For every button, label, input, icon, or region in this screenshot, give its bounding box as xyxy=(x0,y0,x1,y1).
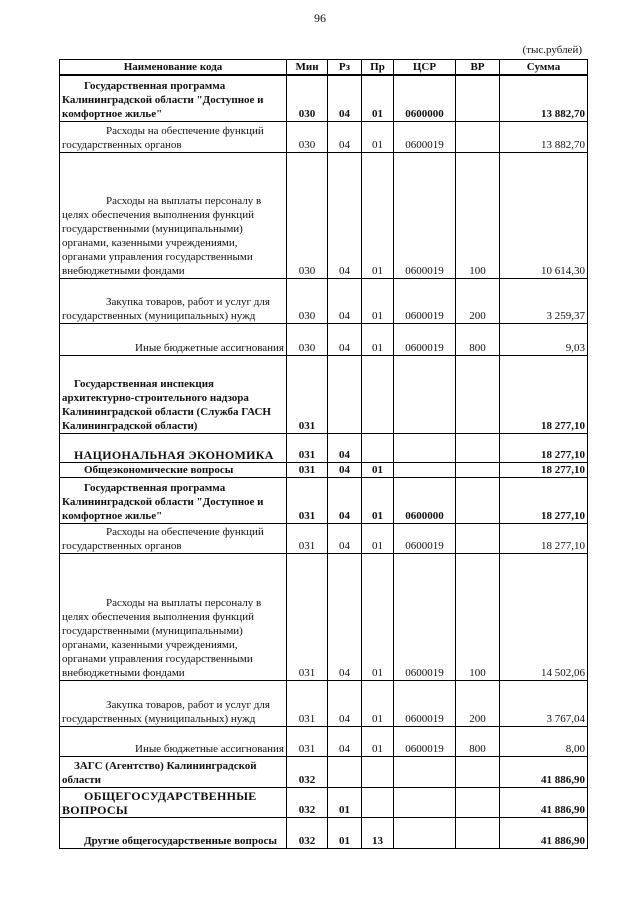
table-row xyxy=(60,462,588,477)
header-min: Мин xyxy=(287,60,328,76)
table-row xyxy=(60,787,588,817)
table-row xyxy=(60,121,588,152)
row-sum: 18 277,10 xyxy=(500,477,588,523)
row-min: 031 xyxy=(287,433,328,462)
header-vr: ВР xyxy=(456,60,500,76)
table-header-row xyxy=(60,60,588,76)
row-name: Расходы на выплаты персоналу в целях обеспечения выполнения функций государственными (муниципальными) органами, казенными учреждениями, органами управления государственными внебюджетными фондами xyxy=(60,553,287,680)
row-pr: 01 xyxy=(362,152,394,278)
row-csr xyxy=(394,756,456,787)
row-sum: 10 614,30 xyxy=(500,152,588,278)
row-pr: 01 xyxy=(362,680,394,726)
table-row xyxy=(60,323,588,355)
row-rz xyxy=(328,756,362,787)
row-rz: 04 xyxy=(328,726,362,756)
row-name: Расходы на обеспечение функций государственных органов xyxy=(60,523,287,553)
row-vr xyxy=(456,75,500,121)
row-sum: 3 767,04 xyxy=(500,680,588,726)
row-pr xyxy=(362,756,394,787)
table-row xyxy=(60,75,588,121)
row-name: Расходы на обеспечение функций государственных органов xyxy=(60,121,287,152)
row-rz: 04 xyxy=(328,278,362,323)
row-sum: 3 259,37 xyxy=(500,278,588,323)
row-min: 031 xyxy=(287,680,328,726)
row-rz: 04 xyxy=(328,75,362,121)
table-row xyxy=(60,433,588,462)
row-vr xyxy=(456,433,500,462)
row-vr: 100 xyxy=(456,152,500,278)
table-row xyxy=(60,523,588,553)
table-row xyxy=(60,152,588,278)
row-sum: 18 277,10 xyxy=(500,433,588,462)
row-name: Иные бюджетные ассигнования xyxy=(60,726,287,756)
row-name: Закупка товаров, работ и услуг для государственных (муниципальных) нужд xyxy=(60,278,287,323)
row-rz: 04 xyxy=(328,433,362,462)
row-pr xyxy=(362,355,394,433)
row-rz: 04 xyxy=(328,477,362,523)
row-name: Расходы на выплаты персоналу в целях обеспечения выполнения функций государственными (муниципальными) органами, казенными учреждениями, органами управления государственными внебюджетными фондами xyxy=(60,152,287,278)
row-name: Государственная программа Калининградской области "Доступное и комфортное жилье" xyxy=(60,75,287,121)
units-label: (тыс.рублей) xyxy=(522,44,582,56)
row-pr xyxy=(362,433,394,462)
table-row xyxy=(60,477,588,523)
row-vr: 800 xyxy=(456,323,500,355)
row-pr: 01 xyxy=(362,477,394,523)
row-vr: 200 xyxy=(456,680,500,726)
row-pr: 13 xyxy=(362,817,394,848)
row-sum: 13 882,70 xyxy=(500,75,588,121)
row-min: 031 xyxy=(287,355,328,433)
row-name: Государственная программа Калининградской области "Доступное и комфортное жилье" xyxy=(60,477,287,523)
row-sum: 41 886,90 xyxy=(500,787,588,817)
row-sum: 8,00 xyxy=(500,726,588,756)
row-pr: 01 xyxy=(362,523,394,553)
row-vr xyxy=(456,462,500,477)
row-min: 030 xyxy=(287,278,328,323)
row-min: 031 xyxy=(287,553,328,680)
row-pr: 01 xyxy=(362,75,394,121)
row-min: 031 xyxy=(287,462,328,477)
row-vr xyxy=(456,523,500,553)
row-name: ОБЩЕГОСУДАРСТВЕННЫЕ ВОПРОСЫ xyxy=(60,787,287,817)
row-pr: 01 xyxy=(362,323,394,355)
row-min: 031 xyxy=(287,477,328,523)
row-rz: 01 xyxy=(328,817,362,848)
row-csr: 0600000 xyxy=(394,75,456,121)
row-csr: 0600000 xyxy=(394,477,456,523)
row-name: ЗАГС (Агентство) Калининградской области xyxy=(60,756,287,787)
row-vr xyxy=(456,121,500,152)
header-sum: Сумма xyxy=(500,60,588,76)
row-vr: 200 xyxy=(456,278,500,323)
row-csr: 0600019 xyxy=(394,121,456,152)
row-min: 032 xyxy=(287,756,328,787)
row-vr xyxy=(456,756,500,787)
row-sum: 41 886,90 xyxy=(500,817,588,848)
row-pr: 01 xyxy=(362,553,394,680)
row-rz xyxy=(328,355,362,433)
table-row xyxy=(60,817,588,848)
row-name: Общеэкономические вопросы xyxy=(60,462,287,477)
row-rz: 04 xyxy=(328,523,362,553)
row-csr: 0600019 xyxy=(394,523,456,553)
row-name: Иные бюджетные ассигнования xyxy=(60,323,287,355)
row-csr xyxy=(394,462,456,477)
row-sum: 41 886,90 xyxy=(500,756,588,787)
row-sum: 13 882,70 xyxy=(500,121,588,152)
row-vr xyxy=(456,787,500,817)
row-name: НАЦИОНАЛЬНАЯ ЭКОНОМИКА xyxy=(60,433,287,462)
header-rz: Рз xyxy=(328,60,362,76)
row-min: 032 xyxy=(287,817,328,848)
row-min: 030 xyxy=(287,152,328,278)
row-csr: 0600019 xyxy=(394,553,456,680)
row-min: 032 xyxy=(287,787,328,817)
table-row xyxy=(60,278,588,323)
row-rz: 04 xyxy=(328,152,362,278)
header-csr: ЦСР xyxy=(394,60,456,76)
row-min: 030 xyxy=(287,323,328,355)
row-rz: 04 xyxy=(328,323,362,355)
row-pr: 01 xyxy=(362,278,394,323)
budget-table xyxy=(59,59,588,849)
row-sum: 18 277,10 xyxy=(500,462,588,477)
table-row xyxy=(60,680,588,726)
row-pr: 01 xyxy=(362,462,394,477)
row-min: 031 xyxy=(287,523,328,553)
row-csr: 0600019 xyxy=(394,726,456,756)
table-row xyxy=(60,726,588,756)
row-pr: 01 xyxy=(362,121,394,152)
row-pr xyxy=(362,787,394,817)
row-vr: 800 xyxy=(456,726,500,756)
row-vr xyxy=(456,477,500,523)
table-row xyxy=(60,756,588,787)
row-sum: 18 277,10 xyxy=(500,523,588,553)
header-pr: Пр xyxy=(362,60,394,76)
row-vr: 100 xyxy=(456,553,500,680)
header-name: Наименование кода xyxy=(60,60,287,76)
row-rz: 04 xyxy=(328,121,362,152)
row-csr: 0600019 xyxy=(394,323,456,355)
row-sum: 9,03 xyxy=(500,323,588,355)
row-csr xyxy=(394,787,456,817)
row-csr: 0600019 xyxy=(394,278,456,323)
row-rz: 04 xyxy=(328,553,362,680)
row-csr xyxy=(394,817,456,848)
row-csr: 0600019 xyxy=(394,680,456,726)
row-min: 031 xyxy=(287,726,328,756)
row-vr xyxy=(456,817,500,848)
row-sum: 18 277,10 xyxy=(500,355,588,433)
table-row xyxy=(60,553,588,680)
table-row xyxy=(60,355,588,433)
row-sum: 14 502,06 xyxy=(500,553,588,680)
row-name: Закупка товаров, работ и услуг для государственных (муниципальных) нужд xyxy=(60,680,287,726)
row-rz: 01 xyxy=(328,787,362,817)
row-vr xyxy=(456,355,500,433)
row-pr: 01 xyxy=(362,726,394,756)
row-csr xyxy=(394,355,456,433)
row-csr: 0600019 xyxy=(394,152,456,278)
row-min: 030 xyxy=(287,121,328,152)
row-rz: 04 xyxy=(328,462,362,477)
row-rz: 04 xyxy=(328,680,362,726)
row-min: 030 xyxy=(287,75,328,121)
page-number: 96 xyxy=(314,11,326,25)
row-name: Другие общегосударственные вопросы xyxy=(60,817,287,848)
row-csr xyxy=(394,433,456,462)
row-name: Государственная инспекция архитектурно-строительного надзора Калининградской области (Служба ГАСН Калининградской области) xyxy=(60,355,287,433)
